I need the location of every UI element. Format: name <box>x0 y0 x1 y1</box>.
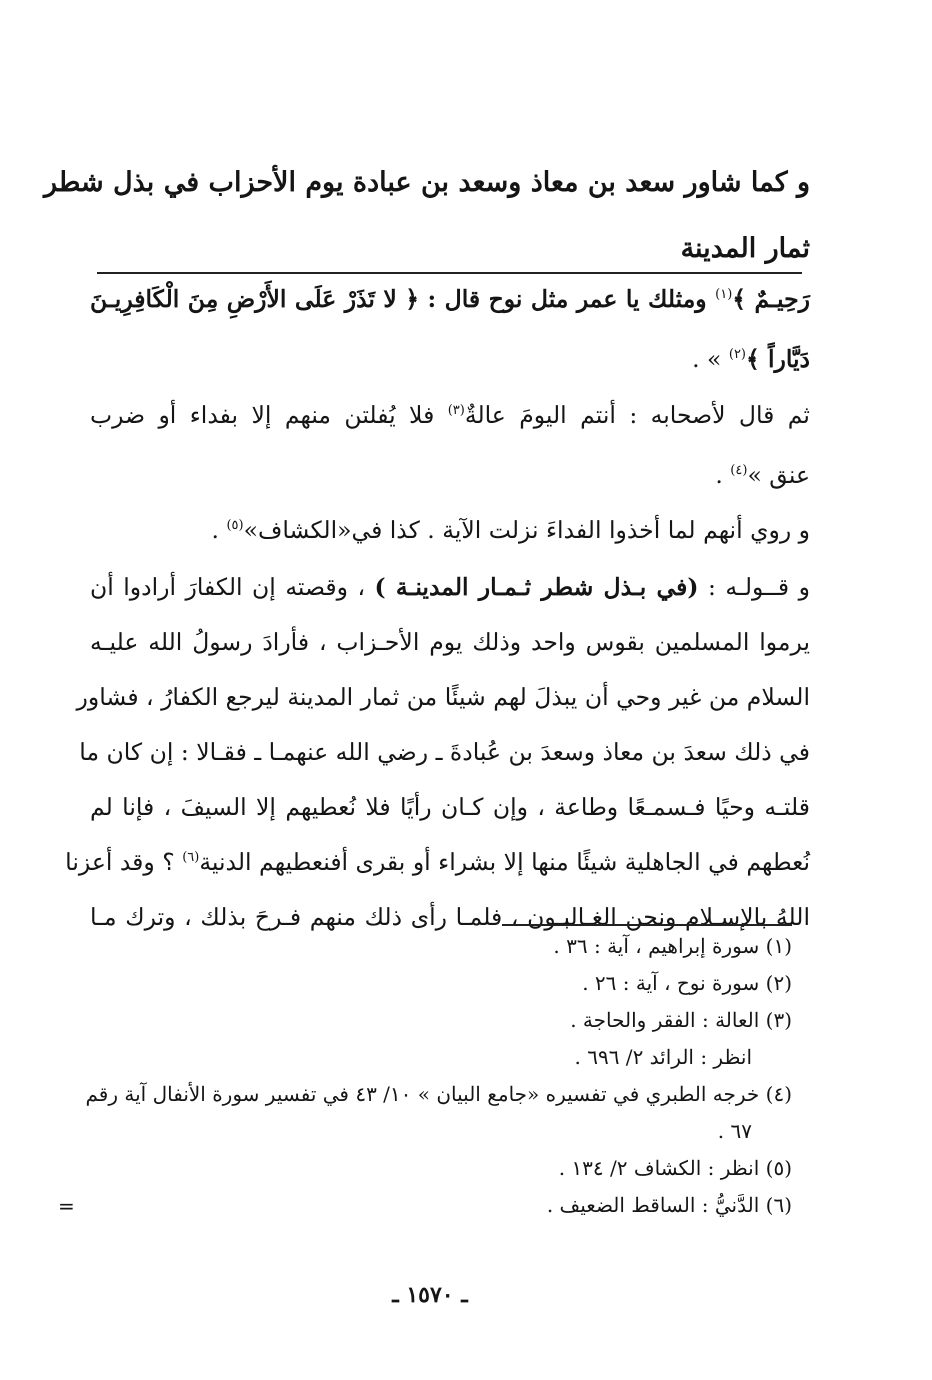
footnote-3: (٣) العالة : الفقر والحاجة . <box>570 1008 792 1032</box>
footnote-divider <box>502 924 792 926</box>
paragraph-line: ثم قال لأصحابه : أنتم اليومَ عالةٌ$^{(٣)}$ فلا يُفلتن منهم إلا بفداء أو ضرب <box>90 401 810 429</box>
paragraph-line: دَيَّاراً ﴾$^{(٢)}$ » . <box>692 345 810 373</box>
paragraph-line: رَحِيـمٌ ﴾$^{(١)}$ ومثلك يا عمر مثل نوح قال : ﴿ لا تَذَرْ عَلَى الأَرْضِ مِنَ الْكَافِرِيـنَ <box>90 285 810 313</box>
footnote-6: (٦) الدَّنيُّ : الساقط الضعيف . <box>546 1193 792 1217</box>
paragraph-companions <box>90 385 810 505</box>
heading-line-1: و كما شاور سعد بن معاذ وسعد بن عبادة يوم الأحزاب في بذل شطر <box>43 167 810 198</box>
paragraph-ransom <box>90 500 810 560</box>
footnotes <box>80 928 792 1224</box>
paragraph-commentary <box>65 560 810 945</box>
paragraph-line: و قــولـه : (في بـذل شطر ثـمـار المدينـة ) ، وقصته إن الكفارَ أرادوا أن <box>90 573 810 601</box>
footnote-2: (٢) سورة نوح ، آية : ٢٦ . <box>582 971 792 995</box>
footnote-4: (٤) خرجه الطبري في تفسيره «جامع البيان » ١٠/ ٤٣ في تفسير سورة الأنفال آية رقم <box>85 1082 792 1106</box>
paragraph-line: السلام من غير وحي أن يبذلَ لهم شيئًا من ثمار المدينة ليرجع الكفارُ ، فشاور <box>76 683 810 711</box>
section-heading <box>43 150 810 282</box>
heading-line-2: ثمار المدينة <box>680 233 810 264</box>
footnote-5: (٥) انظر : الكشاف ٢/ ١٣٤ . <box>558 1156 792 1180</box>
page-number: ـ ١٥٧٠ ـ <box>392 1282 468 1308</box>
paragraph-line: اللهُ بالإسـلام ونحن الغـالبـون ، فلمـا رأى ذلك منهم فـرحَ بذلك ، وترك مـا <box>90 903 810 931</box>
paragraph-line: قلتـه وحيًا فـسمـعًا وطاعة ، وإن كـان رأيًا فلا نُعطيهم إلا السيفَ ، فإنا لم <box>90 793 810 821</box>
paragraph-line: عنق »$^{(٤)}$ . <box>715 461 810 489</box>
paragraph-line: في ذلك سعدَ بن معاذ وسعدَ بن عُبادةَ ـ رضي الله عنهمـا ـ فقـالا : إن كان ما <box>79 738 810 766</box>
paragraph-line: و روي أنهم لما أخذوا الفداءَ نزلت الآية . كذا في«الكشاف»$^{(٥)}$ . <box>211 516 810 544</box>
paragraph-quote-noah <box>90 270 810 390</box>
paragraph-line: نُعطهم في الجاهلية شيئًا منها إلا بشراء أو بقرى أفنعطيهم الدنية$^{(٦)}$ ؟ وقد أعزنا <box>65 848 810 876</box>
margin-marker: = <box>58 1194 75 1218</box>
footnote-3-reference: انظر : الرائد ٢/ ٦٩٦ . <box>574 1045 752 1069</box>
footnote-1: (١) سورة إبراهيم ، آية : ٣٦ . <box>553 934 792 958</box>
paragraph-line: يرموا المسلمين بقوس واحد وذلك يوم الأحـزاب ، فأرادَ رسولُ الله عليـه <box>90 628 810 656</box>
footnote-4-continuation: ٦٧ . <box>717 1119 752 1143</box>
